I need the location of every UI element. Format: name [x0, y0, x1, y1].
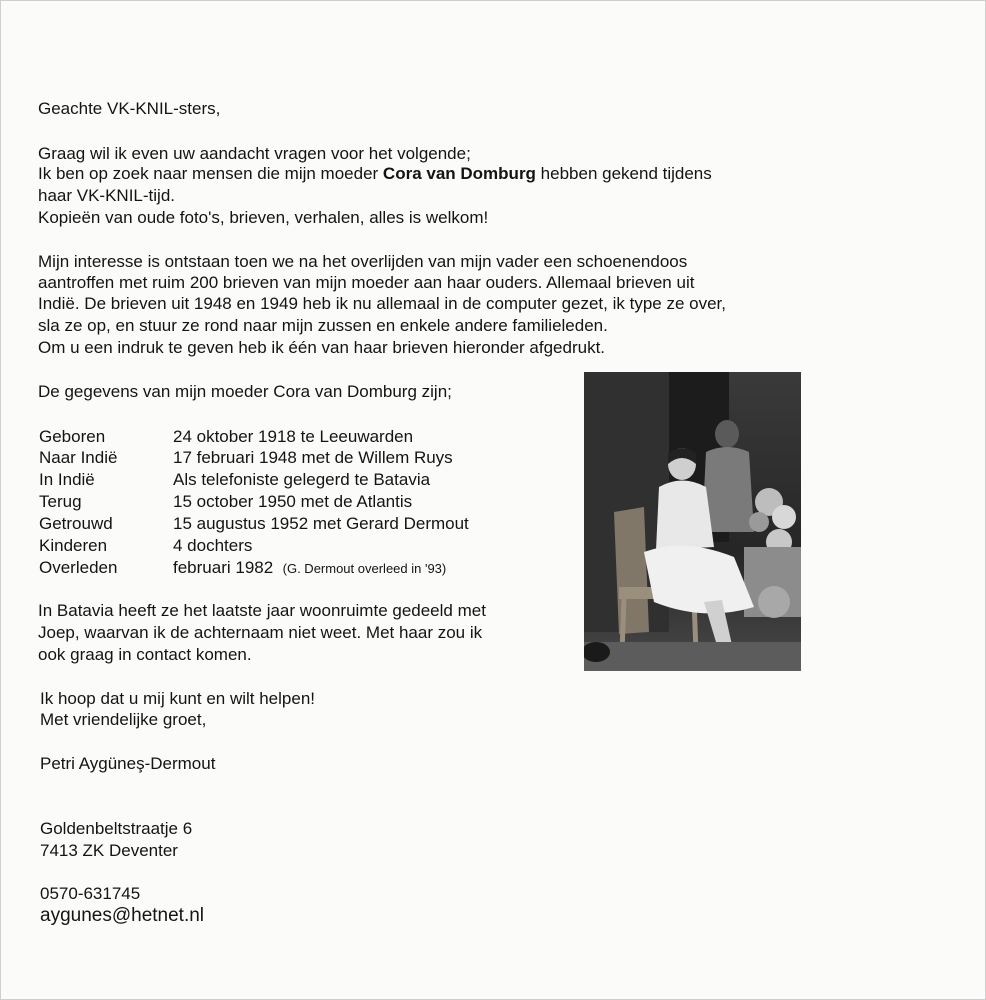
detail-value: 4 dochters: [173, 536, 253, 555]
detail-value-text: februari 1982: [173, 558, 274, 577]
interest-line-4: sla ze op, en stuur ze rond naar mijn zussen en enkele andere familieleden.: [38, 316, 608, 335]
batavia-line-1: In Batavia heeft ze het laatste jaar woonruimte gedeeld met: [38, 601, 486, 620]
interest-line-1: Mijn interesse is ontstaan toen we na het overlijden van mijn vader een schoenendoos: [38, 252, 688, 271]
detail-value: 15 augustus 1952 met Gerard Dermout: [173, 514, 469, 533]
intro-line-2: [38, 163, 712, 185]
detail-value: 17 februari 1948 met de Willem Ruys: [173, 448, 453, 467]
closing-line-1: Ik hoop dat u mij kunt en wilt helpen!: [40, 689, 315, 708]
batavia-line-3: ook graag in contact komen.: [38, 645, 252, 664]
intro-line-1: Graag wil ik even uw aandacht vragen voor het volgende;: [38, 144, 471, 163]
detail-label: Naar Indië: [39, 448, 118, 467]
detail-value: [173, 557, 446, 580]
detail-label: Geboren: [39, 427, 106, 446]
intro-line-4: Kopieën van oude foto's, brieven, verhalen, alles is welkom!: [38, 208, 489, 227]
intro-line-2-pre: Ik ben op zoek naar mensen die mijn moeder: [38, 164, 383, 183]
greeting: Geachte VK-KNIL-sters,: [38, 99, 221, 118]
detail-label: Kinderen: [39, 536, 108, 555]
detail-value: 24 oktober 1918 te Leeuwarden: [173, 427, 414, 446]
mother-photo: [584, 372, 801, 671]
intro-line-2-post: hebben gekend tijdens: [535, 164, 712, 183]
photo-illustration: [584, 372, 801, 671]
detail-label: In Indië: [39, 470, 95, 489]
phone-number: 0570-631745: [40, 884, 141, 903]
detail-label: Terug: [39, 492, 82, 511]
intro-line-3: haar VK-KNIL-tijd.: [38, 186, 175, 205]
detail-value: 15 october 1950 met de Atlantis: [173, 492, 413, 511]
detail-value: Als telefoniste gelegerd te Batavia: [173, 470, 431, 489]
batavia-line-2: Joep, waarvan ik de achternaam niet weet. Met haar zou ik: [38, 623, 483, 642]
address-city: 7413 ZK Deventer: [40, 841, 178, 860]
detail-note: (G. Dermout overleed in '93): [282, 561, 447, 576]
detail-label: Getrouwd: [39, 514, 113, 533]
interest-line-2: aantroffen met ruim 200 brieven van mijn moeder aan haar ouders. Allemaal brieven uit: [38, 273, 695, 292]
mother-name-bold: Cora van Domburg: [382, 164, 536, 183]
email-address: aygunes@hetnet.nl: [40, 905, 205, 926]
signature: Petri Aygüneş-Dermout: [40, 754, 216, 773]
details-intro: De gegevens van mijn moeder Cora van Domburg zijn;: [38, 382, 452, 401]
interest-line-3: Indië. De brieven uit 1948 en 1949 heb ik nu allemaal in de computer gezet, ik type ze over,: [38, 294, 726, 313]
interest-line-5: Om u een indruk te geven heb ik één van haar brieven hieronder afgedrukt.: [38, 338, 606, 357]
closing-line-2: Met vriendelijke groet,: [40, 710, 207, 729]
detail-label: Overleden: [39, 558, 118, 577]
address-street: Goldenbeltstraatje 6: [40, 819, 193, 838]
